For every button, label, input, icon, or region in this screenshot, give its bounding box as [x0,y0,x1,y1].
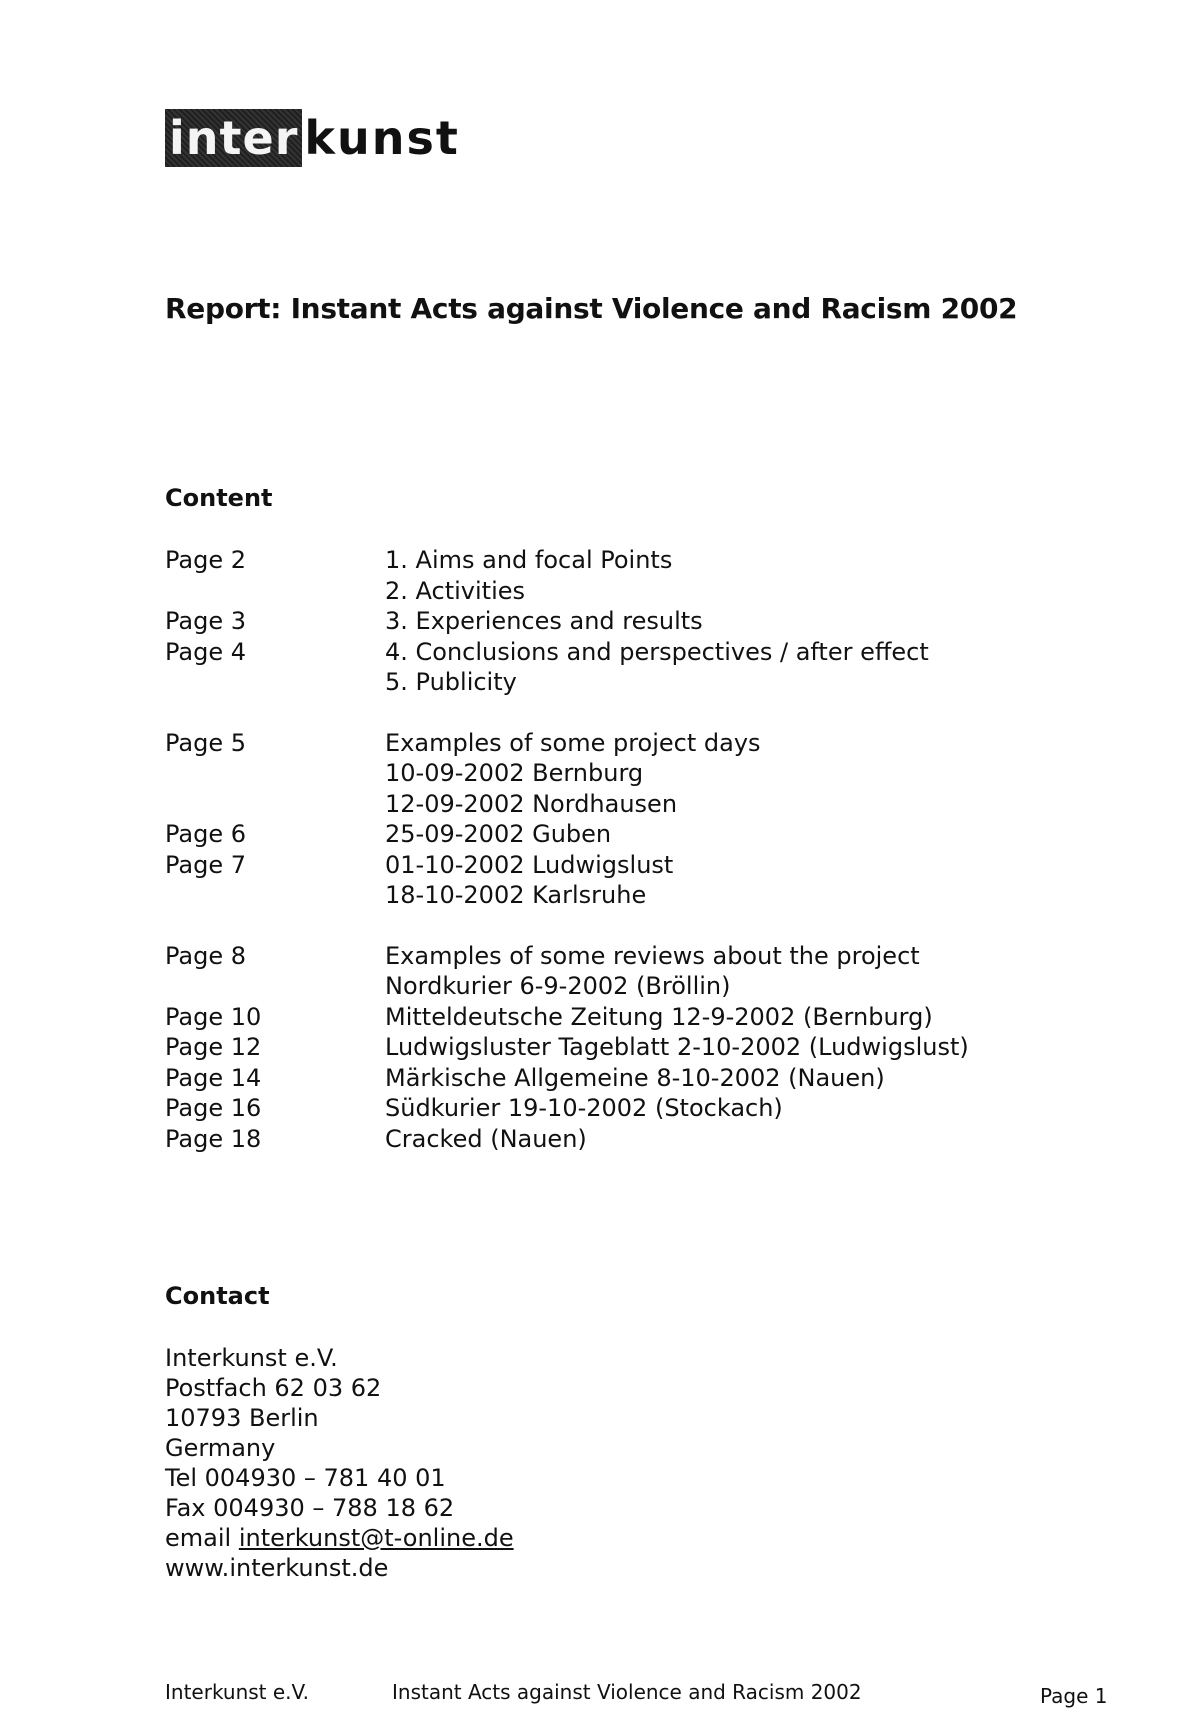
toc-row [165,1063,1115,1094]
toc-page-number [165,667,385,698]
toc-entry-text: Cracked (Nauen) [385,1124,587,1153]
toc-page-number: Page 4 [165,637,246,666]
toc-entry-text: 12-09-2002 Nordhausen [385,789,678,818]
contact-postbox: Postfach 62 03 62 [165,1374,382,1402]
toc-row [165,819,1115,850]
toc-page-number [165,758,385,789]
toc-page-number [165,789,385,820]
toc-page-number [165,880,385,911]
toc-page-number: Page 14 [165,1063,262,1092]
toc-entry-text: 01-10-2002 Ludwigslust [385,850,674,879]
toc-entry-text: 2. Activities [385,576,526,605]
toc-entry-text: Märkische Allgemeine 8-10-2002 (Nauen) [385,1063,885,1092]
toc-row [165,576,1115,607]
toc-entry-text: Mitteldeutsche Zeitung 12-9-2002 (Bernburg) [385,1002,933,1031]
toc-group [165,545,1115,698]
toc-entry-text: 5. Publicity [385,668,517,696]
toc-group [165,728,1115,911]
toc-entry-text: Südkurier 19-10-2002 (Stockach) [385,1094,783,1122]
toc-row [165,971,1115,1002]
toc-page-number: Page 18 [165,1124,262,1153]
toc-page-number: Page 8 [165,941,246,970]
contact-block [165,1343,514,1583]
email-link[interactable]: interkunst@t-online.de [238,1524,514,1552]
toc-entry-text: Examples of some project days [385,728,761,757]
contact-city: 10793 Berlin [165,1404,319,1432]
toc-entry-text: Examples of some reviews about the project [385,941,920,970]
toc-entry-text: Nordkurier 6-9-2002 (Bröllin) [385,972,731,1000]
toc-row [165,1093,1115,1124]
toc-group [165,941,1115,1155]
toc-entry-text: 18-10-2002 Karlsruhe [385,881,647,909]
toc-page-number: Page 6 [165,820,246,848]
toc-entry-text: 1. Aims and focal Points [385,546,673,574]
table-of-contents [165,545,1115,1184]
toc-page-number: Page 2 [165,546,246,574]
logo-plain-text: kunst [304,111,460,165]
content-heading: Content [165,484,273,512]
contact-heading: Contact [165,1282,270,1310]
toc-entry-text: 25-09-2002 Guben [385,820,612,848]
toc-page-number: Page 10 [165,1002,262,1031]
contact-fax: Fax 004930 – 788 18 62 [165,1494,455,1522]
toc-entry-text: 3. Experiences and results [385,607,703,635]
toc-page-number: Page 3 [165,607,246,635]
report-title: Report: Instant Acts against Violence and Racism 2002 [165,292,1018,325]
contact-website: www.interkunst.de [165,1554,389,1582]
toc-row [165,728,1115,759]
toc-page-number: Page 12 [165,1033,262,1061]
toc-entry-text: 4. Conclusions and perspectives / after effect [385,637,929,666]
contact-organization: Interkunst e.V. [165,1344,338,1372]
toc-row [165,637,1115,668]
toc-row [165,667,1115,698]
toc-entry-text: 10-09-2002 Bernburg [385,759,644,787]
toc-page-number: Page 16 [165,1094,262,1122]
toc-row [165,880,1115,911]
footer-page-number: Page 1 [1040,1684,1108,1708]
toc-row [165,1032,1115,1063]
contact-country: Germany [165,1434,276,1462]
toc-row [165,1124,1115,1155]
toc-row [165,850,1115,881]
contact-tel: Tel 004930 – 781 40 01 [165,1464,446,1492]
toc-row [165,789,1115,820]
toc-page-number: Page 5 [165,728,246,757]
email-label: email [165,1524,239,1552]
toc-row [165,1002,1115,1033]
toc-page-number [165,971,385,1002]
toc-page-number [165,576,385,607]
footer-report-title: Instant Acts against Violence and Racism 2002 [392,1680,862,1704]
toc-row [165,545,1115,576]
toc-entry-text: Ludwigsluster Tageblatt 2-10-2002 (Ludwigslust) [385,1033,969,1061]
contact-email-line [165,1523,514,1553]
toc-row [165,606,1115,637]
toc-row [165,941,1115,972]
footer-organization: Interkunst e.V. [165,1680,310,1704]
logo-boxed-text: inter [165,109,302,167]
toc-page-number: Page 7 [165,850,246,879]
toc-row [165,758,1115,789]
interkunst-logo [165,108,460,168]
